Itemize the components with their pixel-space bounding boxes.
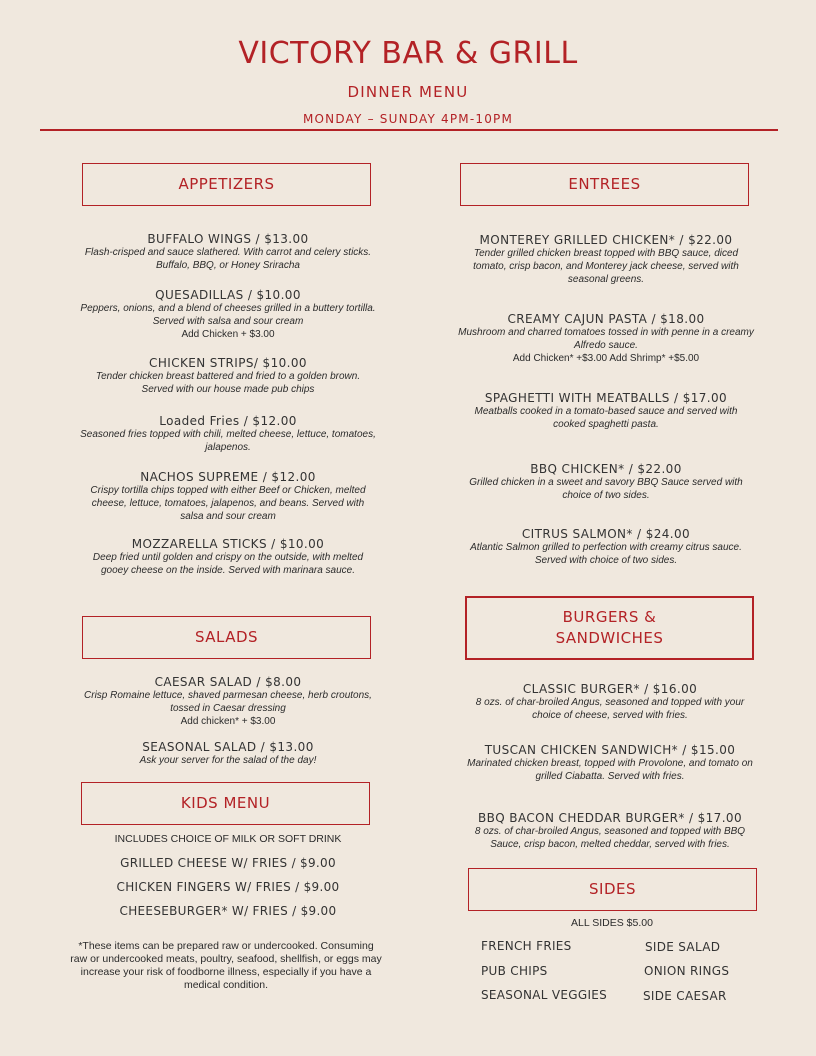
item-description: Mushroom and charred tomatoes tossed in with penne in a creamy Alfredo sauce. [458,327,754,351]
kids-menu-heading-label: KIDS MENU [180,794,271,812]
salads-heading [82,616,371,659]
item-description: 8 ozs. of char-broiled Angus, seasoned and topped with BBQ Sauce, crisp bacon, melted cheddar, served with fries. [474,826,746,850]
salads-heading-label: SALADS [194,628,259,646]
item-description: Deep fried until golden and crispy on the outside, with melted gooey cheese on the inside. Served with marinara sauce. [92,552,364,576]
item-description: 8 ozs. of char-broiled Angus, seasoned and topped with your choice of cheese, served with fries. [475,697,745,721]
item-name: MOZZARELLA STICKS / $10.00 [131,537,325,551]
menu-item-bbq-bacon-cheddar-burger [462,811,758,851]
item-name: TUSCAN CHICKEN SANDWICH* / $15.00 [484,743,736,757]
item-name: SPAGHETTI WITH MEATBALLS / $17.00 [484,391,728,405]
menu-item-buffalo-wings [80,232,376,272]
appetizers-heading-label: APPETIZERS [178,175,275,193]
menu-item-spaghetti-meatballs [458,391,754,431]
menu-item-classic-burger [462,682,758,722]
sides-heading-label: SIDES [589,880,636,898]
item-name: NACHOS SUPREME / $12.00 [140,470,316,484]
item-description: Seasoned fries topped with chili, melted cheese, lettuce, tomatoes, jalapenos. [80,429,376,453]
kids-item-grilled-cheese: GRILLED CHEESE W/ FRIES / $9.00 [120,856,336,870]
item-name: SEASONAL SALAD / $13.00 [142,740,314,754]
menu-hours: MONDAY – SUNDAY 4PM-10PM [302,112,514,126]
appetizers-heading [82,163,371,206]
item-addon: Add Chicken* +$3.00 Add Shrimp* +$5.00 [512,353,700,364]
item-description: Marinated chicken breast, topped with Provolone, and tomato on grilled Ciabatta. Served with fries. [467,758,753,782]
item-description: Crisp Romaine lettuce, shaved parmesan cheese, herb croutons, tossed in Caesar dressing [84,690,372,714]
menu-item-quesadillas [80,288,376,341]
item-name: BUFFALO WINGS / $13.00 [147,232,309,246]
menu-item-loaded-fries [80,414,376,454]
item-name: CREAMY CAJUN PASTA / $18.00 [507,312,705,326]
item-name: BBQ BACON CHEDDAR BURGER* / $17.00 [477,811,743,825]
entrees-heading-label: ENTREES [568,175,641,193]
item-description: Tender chicken breast battered and fried to a golden brown. Served with our house made pub chips [95,371,361,395]
item-description: Peppers, onions, and a blend of cheeses grilled in a buttery tortilla. Served with salsa and sour cream [80,303,376,327]
entrees-heading [460,163,749,206]
kids-menu-heading [81,782,370,825]
kids-menu-note: INCLUDES CHOICE OF MILK OR SOFT DRINK [114,833,342,845]
item-name: Loaded Fries / $12.00 [159,414,297,428]
item-name: CITRUS SALMON* / $24.00 [521,527,691,541]
menu-item-citrus-salmon [458,527,754,567]
menu-item-tuscan-chicken-sandwich [462,743,758,783]
burgers-heading-line1: BURGERS & [562,608,657,626]
side-item-french-fries: FRENCH FRIES [481,939,572,953]
side-item-pub-chips: PUB CHIPS [481,964,548,978]
menu-item-monterey-grilled-chicken [458,233,754,286]
header-divider [40,129,778,131]
item-name: QUESADILLAS / $10.00 [155,288,301,302]
item-name: MONTEREY GRILLED CHICKEN* / $22.00 [479,233,733,247]
item-name: CHICKEN STRIPS/ $10.00 [149,356,307,370]
kids-item-cheeseburger: CHEESEBURGER* W/ FRIES / $9.00 [119,904,337,918]
side-item-side-caesar: SIDE CAESAR [643,989,727,1003]
sides-price-note: ALL SIDES $5.00 [571,917,653,929]
menu-item-mozzarella-sticks [80,537,376,577]
item-description: Atlantic Salmon grilled to perfection with creamy citrus sauce. Served with choice of two sides. [470,542,742,566]
item-description: Flash-crisped and sauce slathered. With carrot and celery sticks. Buffalo, BBQ, or Honey Sriracha [84,247,372,271]
side-item-onion-rings: ONION RINGS [644,964,730,978]
item-description: Tender grilled chicken breast topped with BBQ sauce, diced tomato, crisp bacon, and Monterey jack cheese, served with seasonal greens. [473,248,739,285]
burgers-heading-line2: SANDWICHES [555,629,664,647]
item-name: CLASSIC BURGER* / $16.00 [522,682,698,696]
menu-item-chicken-strips [80,356,376,396]
side-item-seasonal-veggies: SEASONAL VEGGIES [481,988,608,1002]
menu-item-nachos-supreme [80,470,376,523]
menu-subtitle: DINNER MENU [347,83,469,101]
restaurant-title: VICTORY BAR & GRILL [238,36,578,71]
item-description: Meatballs cooked in a tomato-based sauce and served with cooked spaghetti pasta. [474,406,738,430]
item-name: BBQ CHICKEN* / $22.00 [530,462,682,476]
item-addon: Add Chicken + $3.00 [181,329,275,340]
item-description: Ask your server for the salad of the day! [139,755,317,766]
side-item-side-salad: SIDE SALAD [645,940,721,954]
menu-item-creamy-cajun-pasta [458,312,754,365]
food-safety-disclaimer: *These items can be prepared raw or undercooked. Consuming raw or undercooked meats, poultry, seafood, shellfish, or eggs may increase your risk of foodborne illness, especially if you have a medical condition. [70,940,382,991]
menu-item-seasonal-salad [80,740,376,767]
item-name: CAESAR SALAD / $8.00 [154,675,302,689]
item-addon: Add chicken* + $3.00 [180,716,276,727]
item-description: Crispy tortilla chips topped with either Beef or Chicken, melted cheese, lettuce, tomatoes, jalapenos, and beans. Served with salsa and sour cream [90,485,366,522]
sides-heading [468,868,757,911]
burgers-sandwiches-heading [465,596,754,660]
menu-item-caesar-salad [80,675,376,728]
item-description: Grilled chicken in a sweet and savory BBQ Sauce served with choice of two sides. [469,477,743,501]
kids-item-chicken-fingers: CHICKEN FINGERS W/ FRIES / $9.00 [116,880,340,894]
menu-item-bbq-chicken [458,462,754,502]
